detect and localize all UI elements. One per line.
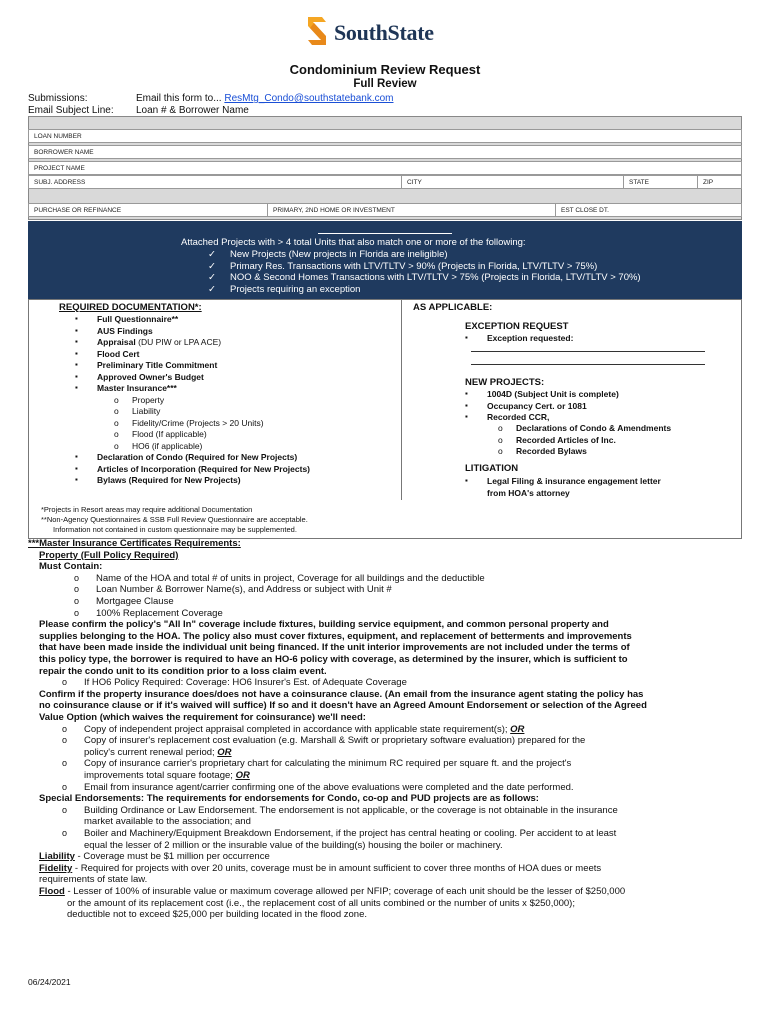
need-item-cont: policy's current renewal period; OR [84, 746, 232, 758]
southstate-logo-icon [304, 14, 330, 48]
special-item-cont: market available to the association; and [84, 816, 251, 828]
new-project-sub-item: o Declarations of Condo & Amendments [498, 423, 672, 433]
new-project-sub-item: o Recorded Bylaws [498, 446, 587, 456]
bullet-icon: ▪ [75, 314, 78, 323]
required-item: ▪ Approved Owner's Budget [75, 371, 204, 382]
southstate-logo [304, 14, 474, 50]
bullet-icon: ▪ [465, 389, 468, 398]
address-row [28, 175, 742, 189]
insurance-sub-item: o Fidelity/Crime (Projects > 20 Units) [114, 417, 264, 428]
bullet-icon: ▪ [75, 348, 78, 358]
banner-intro: Attached Projects with > 4 total Units that also match one or more of the following: [181, 237, 526, 248]
fidelity-line: Fidelity - Required for projects with over 20 units, coverage must be in amount sufficient to cover three months of HOA dues or meets [39, 862, 602, 874]
bullet-icon: o [62, 828, 68, 838]
city-label: CITY [407, 179, 422, 186]
subject-value: Loan # & Borrower Name [136, 105, 249, 116]
check-icon: ✓ [208, 272, 216, 283]
must-item: 100% Replacement Coverage [96, 607, 223, 619]
documentation-box [28, 299, 742, 539]
bullet-icon: o [74, 572, 80, 583]
purchase-refinance-field[interactable]: PURCHASE OR REFINANCE [34, 207, 122, 214]
bullet-icon: o [74, 596, 80, 606]
need-item: Copy of insurer's replacement cost evaluation (e.g. Marshall & Swift or proprietary software evaluation) prepared for the [84, 735, 586, 747]
required-item: ▪ Master Insurance*** [75, 383, 177, 393]
must-item: Loan Number & Borrower Name(s), and Address or subject with Unit # [96, 584, 392, 596]
banner-item: ✓ New Projects (New projects in Florida are ineligible) [208, 249, 448, 260]
page-subtitle: Full Review [353, 78, 417, 90]
banner-item: ✓ NOO & Second Homes Transactions with LTV/TLTV > 75% (Projects in Florida, LTV/TLTV > 70%) [208, 272, 641, 283]
subject-row [28, 105, 249, 116]
submissions-text: Email this form to... [136, 93, 225, 104]
submissions-row [28, 93, 394, 104]
insurance-sub-item: o Liability [114, 406, 161, 416]
new-project-item: ▪ 1004D (Subject Unit is complete) [465, 389, 619, 399]
state-label: STATE [629, 179, 649, 186]
eligibility-banner [28, 221, 742, 299]
bullet-icon: o [62, 677, 68, 688]
all-in-text: repair the condo unit to its condition prior to a loss claim event. [39, 665, 327, 677]
loan-number-field[interactable] [28, 129, 742, 143]
need-item-cont: improvements total square footage; OR [84, 770, 250, 781]
applicable-heading: AS APPLICABLE: [413, 302, 493, 313]
insurance-sub-item: o Property [114, 394, 165, 405]
need-item: Copy of independent project appraisal completed in accordance with applicable state requirement(s); OR [84, 723, 525, 735]
page-title: Condominium Review Request [289, 62, 481, 77]
occupancy-label: PRIMARY, 2ND HOME OR INVESTMENT [273, 207, 395, 214]
zip-label: ZIP [703, 179, 714, 186]
bullet-icon: ▪ [75, 475, 78, 484]
insurance-sub-item: o HO6 (if applicable) [114, 440, 203, 451]
borrower-name-field[interactable] [28, 145, 742, 159]
property-heading: Property (Full Policy Required) [39, 549, 179, 561]
required-item: ▪ Articles of Incorporation (Required for New Projects) [75, 463, 311, 474]
insurance-heading: ***Master Insurance Certificates Requirements: [28, 538, 241, 549]
exception-item: ▪ Exception requested: [465, 333, 574, 343]
bullet-icon: ▪ [75, 371, 78, 381]
all-in-text: this policy type, the borrower is required to have an HO-6 policy with coverage, as determined by the insurer, which is sufficient to [39, 654, 628, 665]
exception-heading: EXCEPTION REQUEST [465, 321, 569, 332]
loan-number-label: LOAN NUMBER [34, 133, 82, 140]
fidelity-line-cont: requirements of state law. [39, 874, 148, 886]
bullet-icon: ▪ [465, 412, 468, 421]
insurance-sub-item: o Flood (If applicable) [114, 429, 207, 439]
exception-line-2[interactable] [471, 364, 705, 365]
new-project-item: ▪ Occupancy Cert. or 1081 [465, 400, 587, 411]
bullet-icon: ▪ [465, 476, 468, 485]
subject-label: Email Subject Line: [28, 105, 114, 116]
borrower-name-label: BORROWER NAME [34, 149, 94, 156]
new-project-item: ▪ Recorded CCR, [465, 412, 550, 422]
required-heading: REQUIRED DOCUMENTATION*: [59, 302, 202, 313]
required-item: ▪ Bylaws (Required for New Projects) [75, 475, 241, 485]
banner-list [208, 249, 641, 295]
bullet-icon: ▪ [75, 383, 78, 392]
flood-line: Flood - Lesser of 100% of insurable value or maximum coverage allowed per NFIP; coverage of each unit should be the lesser of $250,000 [39, 886, 626, 897]
subj-address-field[interactable]: SUBJ. ADDRESS [34, 179, 86, 186]
bullet-icon: o [62, 723, 68, 734]
submissions-label: Submissions: [28, 93, 88, 104]
need-item: Copy of insurance carrier's proprietary chart for calculating the minimum RC required per square ft. and the project's [84, 758, 572, 770]
bullet-icon: o [74, 584, 80, 595]
must-item: Name of the HOA and total # of units in project, Coverage for all buildings and the deductible [96, 572, 485, 584]
zip-field[interactable] [697, 176, 741, 188]
banner-item: ✓ Primary Res. Transactions with LTV/TLTV > 90% (Projects in Florida, LTV/TLTV > 75%) [208, 260, 598, 272]
litigation-item: ▪ Legal Filing & insurance engagement letter [465, 476, 661, 486]
bullet-icon: ▪ [75, 463, 78, 473]
special-item: Building Ordinance or Law Endorsement. The endorsement is not applicable, or the coverage is not obtainable in the insurance [84, 804, 618, 816]
bullet-icon: o [74, 607, 80, 618]
litigation-item-cont: from HOA's attorney [487, 487, 570, 498]
city-field[interactable] [401, 176, 623, 188]
banner-rule [318, 233, 452, 234]
bullet-icon: o [62, 804, 68, 815]
bullet-icon: ▪ [465, 400, 468, 410]
special-item-cont: equal the lesser of 2 million or the insurable value of the building(s) housing the boiler or machinery. [84, 839, 503, 851]
all-in-text: that have been made inside the individual unit being financed. If the unit interior improvements are not included under the terms of [39, 642, 630, 654]
column-divider [401, 300, 402, 500]
project-name-label: PROJECT NAME [34, 165, 85, 172]
bullet-icon: o [62, 781, 68, 792]
liability-line: Liability - Coverage must be $1 million per occurrence [39, 851, 270, 863]
exception-line-1[interactable] [471, 351, 705, 352]
litigation-heading: LITIGATION [465, 463, 519, 474]
footnote: *Projects in Resort areas may require additional Documentation [41, 505, 253, 514]
bullet-icon: ▪ [75, 337, 78, 346]
insurance-requirements [28, 538, 744, 958]
bullet-icon: o [62, 735, 68, 746]
footnote: Information not contained in custom questionnaire may be supplemented. [53, 525, 297, 534]
ho6-text: If HO6 Policy Required: Coverage: HO6 Insurer's Est. of Adequate Coverage [84, 677, 407, 689]
close-date-field[interactable] [555, 204, 741, 216]
brand-name: SouthState [334, 20, 434, 45]
footer-date: 06/24/2021 [28, 977, 71, 987]
close-date-label: EST CLOSE DT. [561, 207, 609, 214]
required-item: ▪ AUS Findings [75, 325, 153, 336]
bullet-icon: ▪ [75, 452, 78, 461]
check-icon: ✓ [208, 260, 216, 272]
banner-item: ✓ Projects requiring an exception [208, 283, 361, 295]
required-item: ▪ Full Questionnaire** [75, 314, 179, 324]
project-name-field[interactable] [28, 161, 742, 175]
required-item: ▪ Flood Cert [75, 348, 140, 359]
bullet-icon: ▪ [75, 360, 78, 369]
must-item: Mortgagee Clause [96, 596, 174, 607]
transaction-row [28, 203, 742, 217]
required-item: ▪ Declaration of Condo (Required for New Projects) [75, 452, 298, 462]
coinsurance-text: no coinsurance clause or if it's waived will suffice) If so and it doesn't have an Agreed Amount Endorsement or selection of the Agreed [39, 700, 647, 712]
required-item: ▪ Preliminary Title Commitment [75, 360, 218, 370]
all-in-text: supplies belonging to the HOA. The policy also must cover fixtures, equipment, and replacement of betterments and improvements [39, 630, 632, 642]
bullet-icon: ▪ [465, 333, 468, 342]
submissions-email-link[interactable]: ResMtg_Condo@southstatebank.com [224, 93, 394, 104]
flood-line-cont: deductible not to exceed $25,000 per building located in the flood zone. [67, 909, 368, 921]
bullet-icon: ▪ [75, 325, 78, 335]
new-project-sub-item: o Recorded Articles of Inc. [498, 434, 616, 445]
coinsurance-text: Confirm if the property insurance does/does not have a coinsurance clause. (An email from the insurance agent stating the policy has [39, 688, 644, 700]
check-icon: ✓ [208, 249, 216, 260]
all-in-text: Please confirm the policy's "All In" coverage include fixtures, building service equipment, and common personal property and [39, 619, 609, 631]
coinsurance-text: Value Option (which waives the requirement for coinsurance) we'll need: [39, 712, 366, 723]
must-contain-label: Must Contain: [39, 561, 103, 573]
bullet-icon: o [62, 758, 68, 769]
state-field[interactable] [623, 176, 697, 188]
footnote: **Non-Agency Questionnaires & SSB Full Review Questionnaire are acceptable. [41, 515, 308, 524]
occupancy-field[interactable] [267, 204, 555, 216]
special-endorsements: Special Endorsements: The requirements for endorsements for Condo, co-op and PUD projects are as follows: [39, 793, 539, 805]
required-item: ▪ Appraisal (DU PIW or LPA ACE) [75, 337, 222, 347]
flood-line-cont: or the amount of its replacement cost (i.e., the replacement cost of all units combined or the number of units x $250,000); [67, 897, 575, 909]
check-icon: ✓ [208, 283, 216, 295]
special-item: Boiler and Machinery/Equipment Breakdown Endorsement, if the project has central heating or cooling. Per accident to at least [84, 828, 617, 839]
new-projects-heading: NEW PROJECTS: [465, 377, 545, 388]
need-item: Email from insurance agent/carrier confirming one of the above evaluations were completed and the date performed. [84, 781, 574, 793]
